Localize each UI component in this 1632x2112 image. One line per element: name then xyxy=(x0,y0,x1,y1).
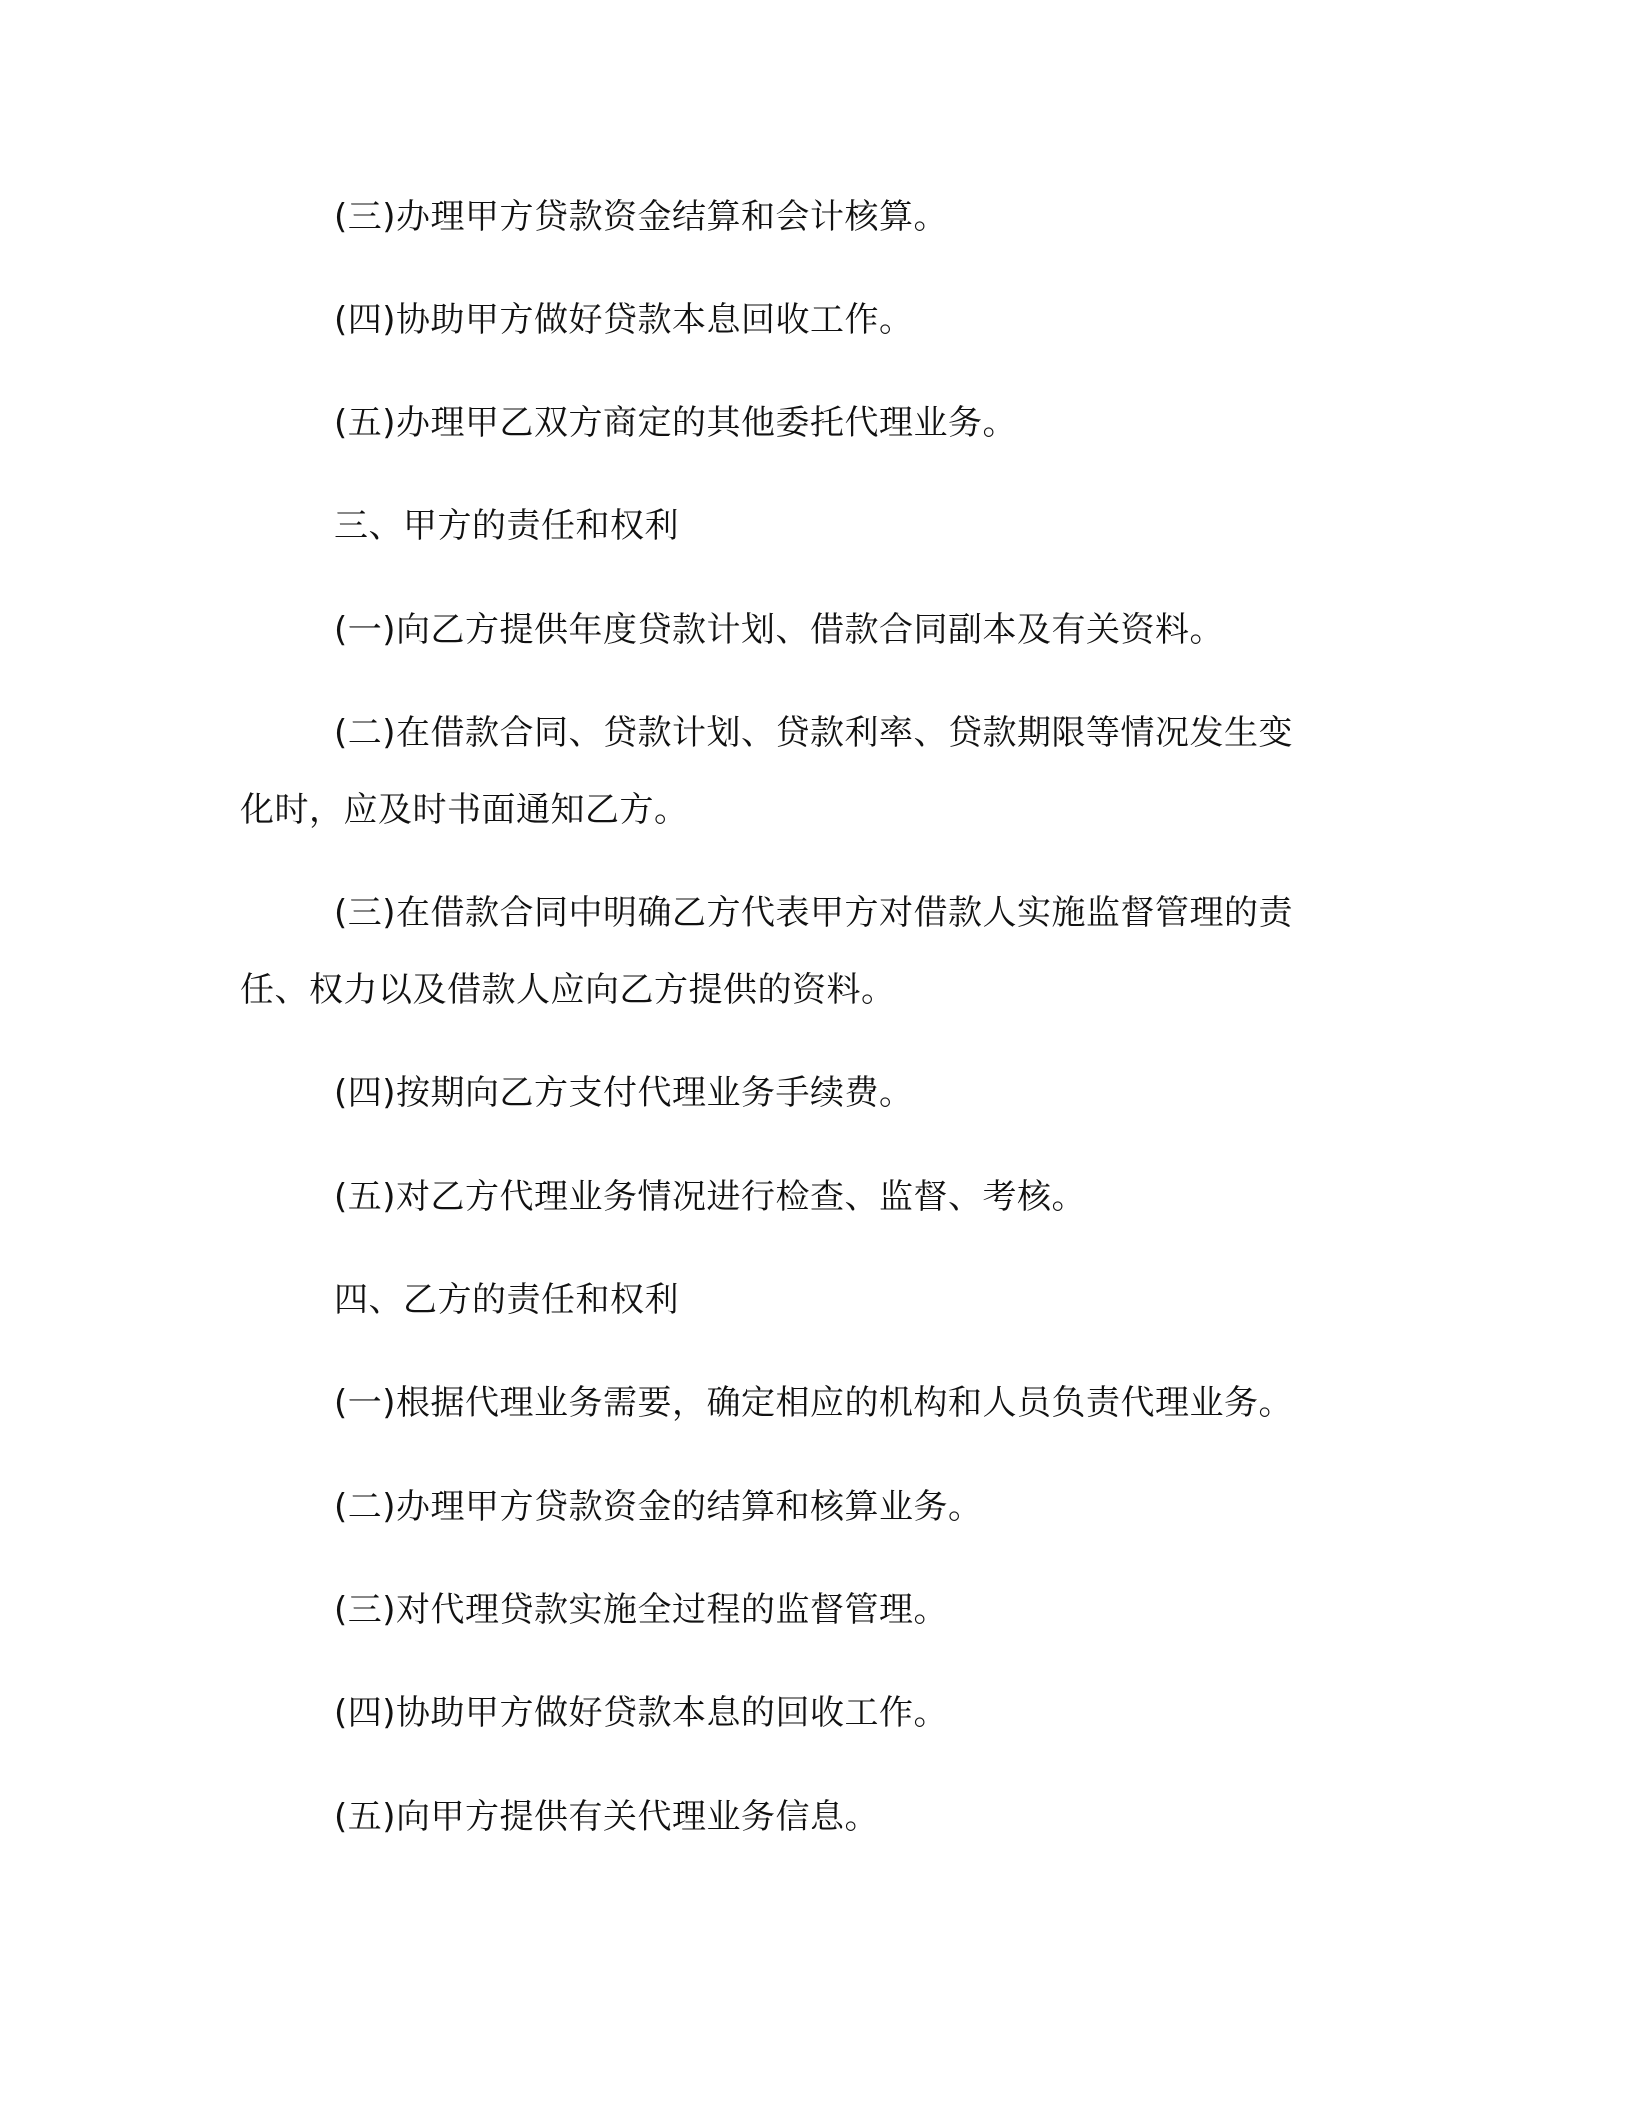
clause-line: (一)根据代理业务需要，确定相应的机构和人员负责代理业务。 xyxy=(334,1383,1294,1423)
section-heading: 三、甲方的责任和权利 xyxy=(334,506,679,546)
clause-line: (三)在借款合同中明确乙方代表甲方对借款人实施监督管理的责 xyxy=(334,893,1294,933)
clause-line: (五)向甲方提供有关代理业务信息。 xyxy=(334,1797,880,1837)
clause-line: (二)在借款合同、贷款计划、贷款利率、贷款期限等情况发生变 xyxy=(334,713,1294,753)
clause-line-continuation: 任、权力以及借款人应向乙方提供的资料。 xyxy=(240,970,896,1010)
clause-line: (三)对代理贷款实施全过程的监督管理。 xyxy=(334,1590,949,1630)
clause-line: (二)办理甲方贷款资金的结算和核算业务。 xyxy=(334,1487,983,1527)
section-heading: 四、乙方的责任和权利 xyxy=(334,1280,679,1320)
clause-line: (四)按期向乙方支付代理业务手续费。 xyxy=(334,1073,914,1113)
clause-line: (四)协助甲方做好贷款本息的回收工作。 xyxy=(334,1693,949,1733)
clause-line: (四)协助甲方做好贷款本息回收工作。 xyxy=(334,300,914,340)
clause-line: (五)对乙方代理业务情况进行检查、监督、考核。 xyxy=(334,1177,1087,1217)
clause-line: (一)向乙方提供年度贷款计划、借款合同副本及有关资料。 xyxy=(334,610,1225,650)
clause-line-continuation: 化时，应及时书面通知乙方。 xyxy=(240,790,689,830)
clause-line: (三)办理甲方贷款资金结算和会计核算。 xyxy=(334,197,949,237)
clause-line: (五)办理甲乙双方商定的其他委托代理业务。 xyxy=(334,403,1018,443)
